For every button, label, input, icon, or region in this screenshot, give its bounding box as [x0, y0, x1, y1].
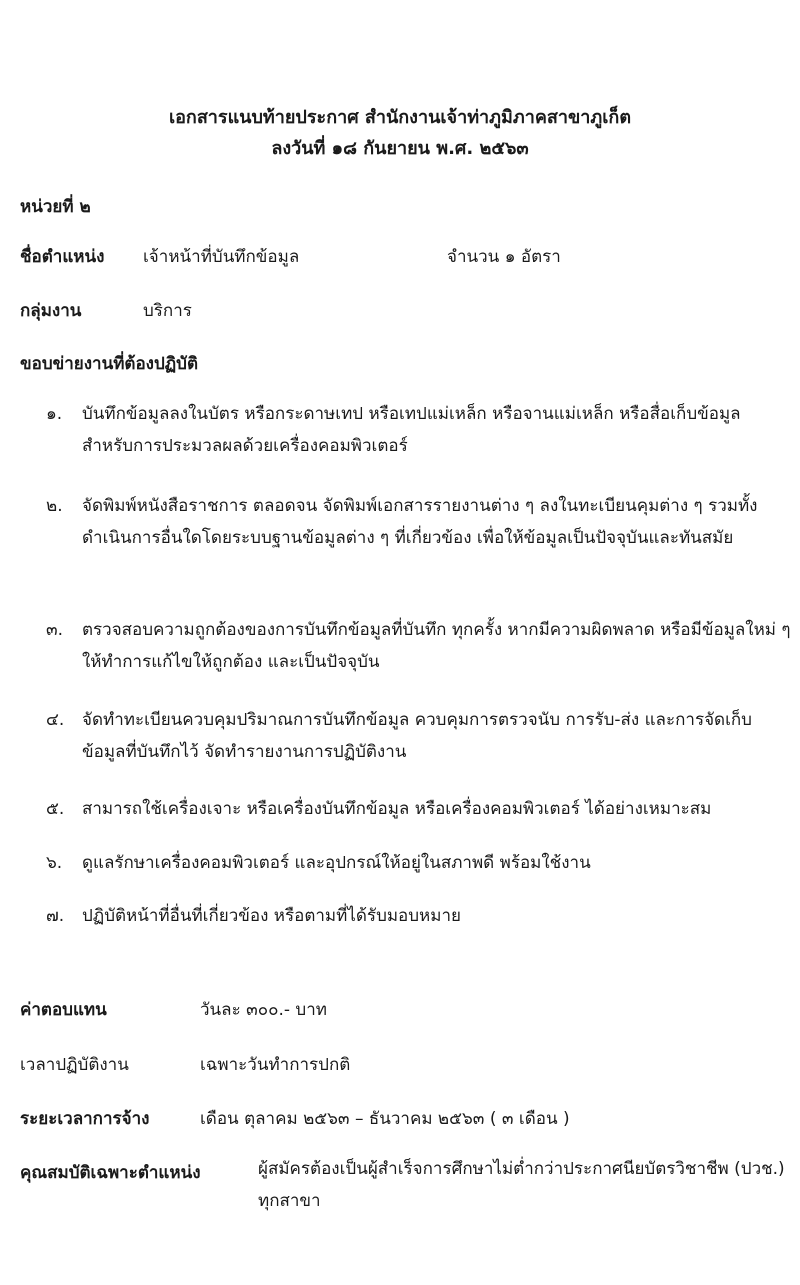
duty-number: ๕.	[46, 799, 65, 819]
duty-item-2	[46, 490, 791, 554]
document-title-line2: ลงวันที่ ๑๘ กันยายน พ.ศ. ๒๕๖๓	[271, 138, 529, 159]
duty-item-7	[46, 900, 791, 932]
duty-text: ปฏิบัติหน้าที่อื่นที่เกี่ยวข้อง หรือตามที่ได้รับมอบหมาย	[82, 906, 461, 926]
duty-item-1	[46, 398, 791, 462]
duty-text: บันทึกข้อมูลลงในบัตร หรือกระดาษเทป หรือเทปแม่เหล็ก หรือจานแม่เหล็ก หรือสื่อเก็บข้อมูล สำหรับการประมวลผลด้วยเครื่องคอมพิวเตอร์	[82, 404, 741, 456]
duty-text: ดูแลรักษาเครื่องคอมพิวเตอร์ และอุปกรณ์ให้อยู่ในสภาพดี พร้อมใช้งาน	[82, 853, 591, 873]
qualification-label: คุณสมบัติเฉพาะตำแหน่ง	[20, 1163, 201, 1183]
duty-item-3	[46, 614, 791, 678]
employment-period-label: ระยะเวลาการจ้าง	[20, 1109, 150, 1129]
duty-number: ๖.	[46, 853, 63, 873]
duty-text: สามารถใช้เครื่องเจาะ หรือเครื่องบันทึกข้อมูล หรือเครื่องคอมพิวเตอร์ ได้อย่างเหมาะสม	[82, 799, 712, 819]
work-time-value: เฉพาะวันทำการปกติ	[200, 1055, 351, 1075]
duty-number: ๔.	[46, 710, 65, 730]
duty-number: ๑.	[46, 404, 63, 424]
unit-label: หน่วยที่ ๒	[20, 197, 91, 217]
scope-heading: ขอบข่ายงานที่ต้องปฏิบัติ	[20, 354, 199, 374]
qualification-value: ผู้สมัครต้องเป็นผู้สำเร็จการศึกษาไม่ต่ำกว่าประกาศนียบัตรวิชาชีพ (ปวช.) ทุกสาขา	[258, 1159, 785, 1211]
duty-item-4	[46, 704, 791, 768]
duty-number: ๗.	[46, 906, 65, 926]
compensation-value: วันละ ๓๐๐.- บาท	[200, 1000, 327, 1020]
duty-item-6	[46, 847, 791, 879]
position-label: ชื่อตำแหน่ง	[20, 247, 105, 267]
duty-item-5	[46, 793, 791, 825]
position-value: เจ้าหน้าที่บันทึกข้อมูล	[143, 247, 300, 267]
compensation-label: ค่าตอบแทน	[20, 1000, 107, 1020]
group-value: บริการ	[143, 301, 192, 321]
position-count: จำนวน ๑ อัตรา	[447, 247, 561, 267]
work-time-label: เวลาปฏิบัติงาน	[20, 1055, 129, 1075]
duty-number: ๒.	[46, 496, 63, 516]
group-label: กลุ่มงาน	[20, 301, 82, 321]
document-title-line1: เอกสารแนบท้ายประกาศ สำนักงานเจ้าท่าภูมิภาคสาขาภูเก็ต	[168, 107, 632, 128]
duty-text: จัดพิมพ์หนังสือราชการ ตลอดจน จัดพิมพ์เอกสารรายงานต่าง ๆ ลงในทะเบียนคุมต่าง ๆ รวมทั้ง ดำเนินการอื่นใดโดยระบบฐานข้อมูลต่าง ๆ ที่เกี่ยวข้อง เพื่อให้ข้อมูลเป็นปัจจุบันและทันสมัย	[82, 496, 758, 548]
duty-number: ๓.	[46, 620, 64, 640]
duty-text: จัดทำทะเบียนควบคุมปริมาณการบันทึกข้อมูล ควบคุมการตรวจนับ การรับ-ส่ง และการจัดเก็บข้อมูลที่บันทึกไว้ จัดทำรายงานการปฏิบัติงาน	[82, 710, 752, 762]
employment-period-value: เดือน ตุลาคม ๒๕๖๓ – ธันวาคม ๒๕๖๓ ( ๓ เดือน )	[200, 1109, 570, 1129]
duty-text: ตรวจสอบความถูกต้องของการบันทึกข้อมูลที่บันทึก ทุกครั้ง หากมีความผิดพลาด หรือมีข้อมูลใหม่ ๆ ให้ทำการแก้ไขให้ถูกต้อง และเป็นปัจจุบัน	[82, 620, 791, 672]
